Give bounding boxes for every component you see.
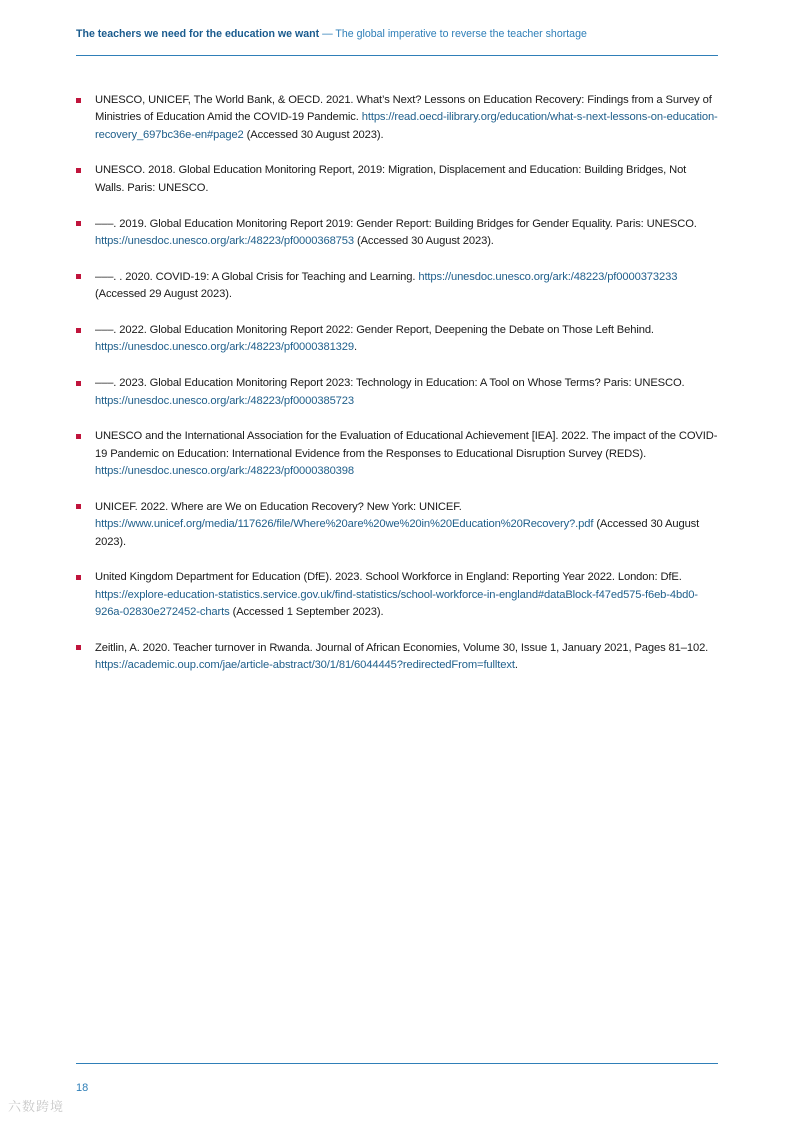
reference-item [76, 92, 718, 144]
reference-accessed: (Accessed 29 August 2023). [95, 288, 232, 301]
reference-accessed: (Accessed 30 August 2023). [353, 234, 494, 247]
reference-text: –––. 2022. Global Education Monitoring Report 2022: Gender Report, Deepening the Debate on Those Left Behind. [95, 324, 654, 337]
reference-item [76, 569, 718, 621]
reference-item [76, 216, 718, 251]
bullet-icon [76, 381, 81, 386]
reference-text: UNESCO, UNICEF, The World Bank, & OECD. 2021. What’s Next? Lessons on Education Recovery: Findings from a Survey of Ministries of Education Amid the COVID-19 Pandemic. [95, 94, 712, 124]
reference-item [76, 640, 718, 675]
reference-accessed: (Accessed 30 August 2023). [95, 518, 700, 548]
reference-link[interactable]: https://explore-education-statistics.service.gov.uk/find-statistics/school-workforce-in-england#dataBlock-f47ed575-f6eb-4bd0-926a-02830e272452-charts [95, 588, 698, 618]
bullet-icon [76, 168, 81, 173]
header-title: The teachers we need for the education we want [76, 28, 320, 40]
running-header [76, 27, 718, 41]
bullet-icon [76, 575, 81, 580]
bullet-icon [76, 504, 81, 509]
footer-divider [76, 1063, 718, 1064]
bullet-icon [76, 98, 81, 103]
bullet-icon [76, 274, 81, 279]
bullet-icon [76, 328, 81, 333]
reference-text: United Kingdom Department for Education (DfE). 2023. School Workforce in England: Reporting Year 2022. London: DfE. [95, 571, 682, 584]
reference-text: –––. . 2020. COVID-19: A Global Crisis for Teaching and Learning. [95, 270, 419, 283]
reference-link[interactable]: https://www.unicef.org/media/117626/file/Where%20are%20we%20in%20Education%20Recovery?.pdf [95, 518, 594, 531]
reference-item [76, 499, 718, 551]
reference-item [76, 162, 718, 197]
reference-item [76, 322, 718, 357]
reference-text: Zeitlin, A. 2020. Teacher turnover in Rwanda. Journal of African Economies, Volume 30, Issue 1, January 2021, Pages 81–102. [95, 641, 709, 654]
reference-text: –––. 2023. Global Education Monitoring Report 2023: Technology in Education: A Tool on Whose Terms? Paris: UNESCO. [95, 377, 685, 390]
page-number: 18 [76, 1082, 89, 1094]
header-divider [76, 55, 718, 56]
reference-item [76, 428, 718, 480]
watermark-logo: 六数跨境 [8, 1100, 65, 1115]
reference-item [76, 375, 718, 410]
reference-accessed: (Accessed 30 August 2023). [243, 128, 384, 141]
reference-text: UNESCO and the International Association for the Evaluation of Educational Achievement [IEA]. 2022. The impact of the COVID-19 Pandemic on Education: International Evidence from the Responses to Educational Disruption Survey (REDS). [95, 430, 718, 460]
reference-link[interactable]: https://read.oecd-ilibrary.org/education/what-s-next-lessons-on-education-recovery_697bc36e-en#page2 [95, 111, 718, 141]
reference-accessed: . [353, 341, 357, 354]
reference-item [76, 269, 718, 304]
bullet-icon [76, 645, 81, 650]
reference-accessed: . [514, 659, 518, 672]
reference-link[interactable]: https://academic.oup.com/jae/article-abstract/30/1/81/6044445?redirectedFrom=fulltext [95, 659, 515, 672]
reference-link[interactable]: https://unesdoc.unesco.org/ark:/48223/pf0000381329 [95, 341, 354, 354]
header-subtitle: — The global imperative to reverse the teacher shortage [319, 28, 587, 40]
reference-link[interactable]: https://unesdoc.unesco.org/ark:/48223/pf0000385723 [95, 394, 354, 407]
reference-link[interactable]: https://unesdoc.unesco.org/ark:/48223/pf0000368753 [95, 234, 354, 247]
reference-accessed: (Accessed 1 September 2023). [229, 605, 384, 618]
reference-text: UNESCO. 2018. Global Education Monitoring Report, 2019: Migration, Displacement and Education: Building Bridges, Not Walls. Paris: UNESCO. [95, 164, 687, 194]
bullet-icon [76, 434, 81, 439]
reference-link[interactable]: https://unesdoc.unesco.org/ark:/48223/pf0000380398 [95, 465, 354, 478]
reference-text: –––. 2019. Global Education Monitoring Report 2019: Gender Report: Building Bridges for Gender Equality. Paris: UNESCO. [95, 217, 697, 230]
bullet-icon [76, 221, 81, 226]
reference-text: UNICEF. 2022. Where are We on Education Recovery? New York: UNICEF. [95, 500, 462, 513]
reference-link[interactable]: https://unesdoc.unesco.org/ark:/48223/pf0000373233 [418, 270, 678, 283]
reference-list [76, 92, 718, 693]
